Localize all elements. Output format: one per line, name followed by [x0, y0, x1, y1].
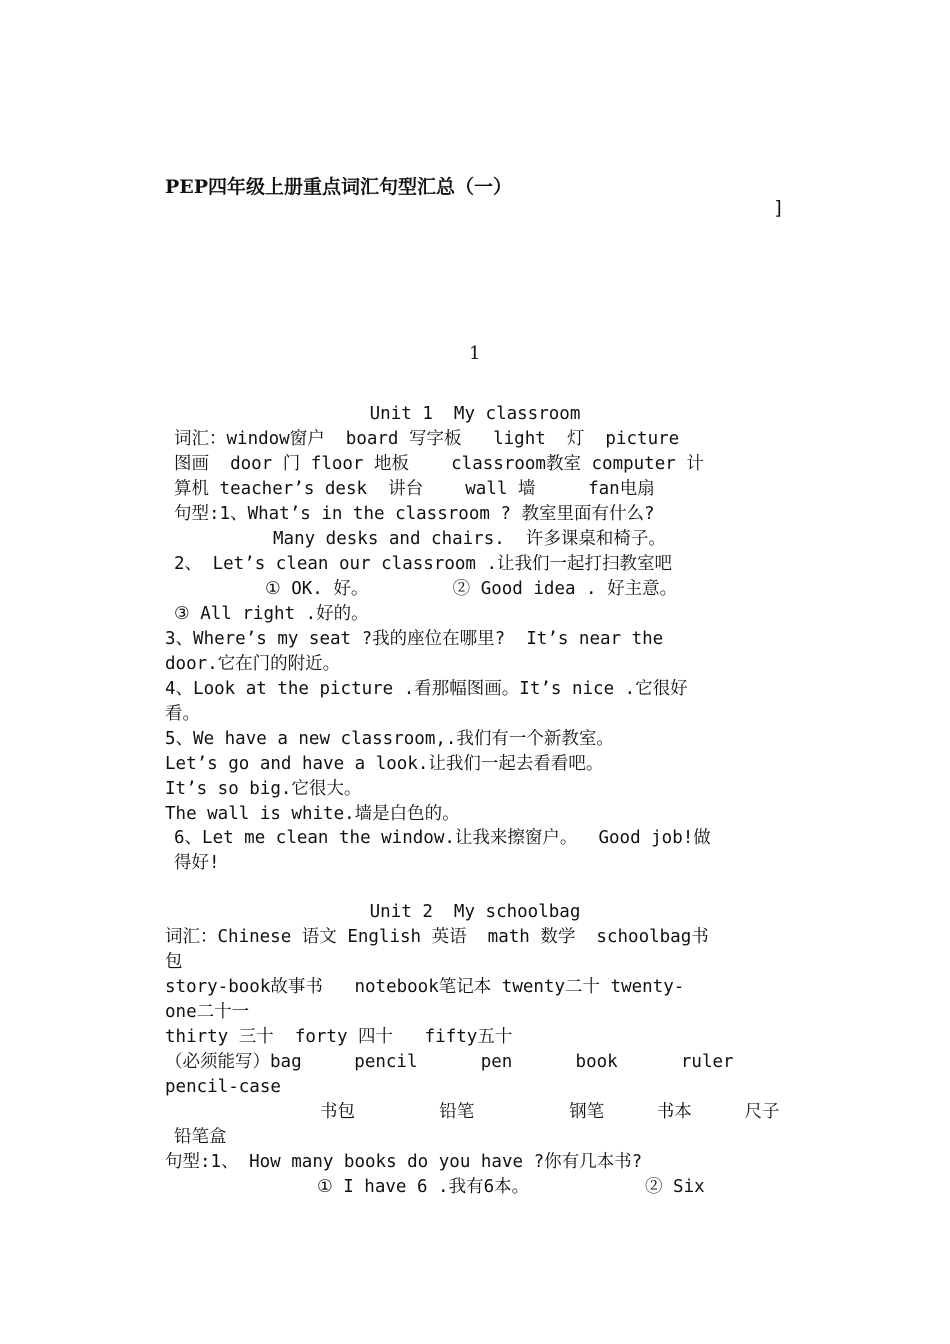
unit2-sentence-line: 句型:1、 How many books do you have ?你有几本书? [165, 1152, 643, 1172]
unit1-heading: Unit 1 My classroom [369, 404, 581, 424]
unit1-sentence-line: ① OK. 好。 ② Good idea . 好主意。 [265, 579, 678, 599]
unit1-sentence-line: Many desks and chairs. 许多课桌和椅子。 [273, 529, 666, 549]
unit2-vocab-line: 词汇：Chinese 语文 English 英语 math 数学 schoolbag书 [165, 927, 709, 947]
unit2-vocab-line: 包 [165, 952, 183, 972]
unit1-sentence-line: The wall is white.墙是白色的。 [165, 804, 460, 824]
unit2-vocab-line: 铅笔盒 [174, 1127, 227, 1147]
unit1-sentence-line: It’s so big.它很大。 [165, 779, 362, 799]
unit1-vocab-line: 算机 teacher’s desk 讲台 wall 墙 fan电扇 [174, 479, 655, 499]
unit1-sentence-line: 5、We have a new classroom,.我们有一个新教室。 [165, 729, 614, 749]
unit2-vocab-line: thirty 三十 forty 四十 fifty五十 [165, 1027, 513, 1047]
unit1-sentence-line: 3、Where’s my seat ?我的座位在哪里? It’s near the [165, 629, 664, 649]
unit2-sentence-line: ① I have 6 .我有6本。 ② Six [317, 1177, 705, 1197]
unit2-vocab-line: 书包 铅笔 钢笔 书本 尺子 [320, 1102, 780, 1122]
unit2-vocab-line: （必须能写）bag pencil pen book ruler [165, 1052, 734, 1072]
unit1-vocab-line: 词汇：window窗户 board 写字板 light 灯 picture [174, 429, 680, 449]
stray-bracket: ] [773, 197, 785, 219]
unit1-sentence-line: 看。 [165, 704, 200, 724]
unit1-sentence-line: door.它在门的附近。 [165, 654, 341, 674]
unit2-heading: Unit 2 My schoolbag [369, 902, 581, 922]
unit1-sentence-line: 2、 Let’s clean our classroom .让我们一起打扫教室吧 [174, 554, 673, 574]
unit2-vocab-line: story-book故事书 notebook笔记本 twenty二十 twenty- [165, 977, 685, 997]
unit1-sentence-line: 句型:1、What’s in the classroom ? 教室里面有什么? [174, 504, 655, 524]
unit1-sentence-line: ③ All right .好的。 [174, 604, 369, 624]
unit1-sentence-line: 6、Let me clean the window.让我来擦窗户。 Good job!做 [174, 828, 711, 848]
unit1-vocab-line: 图画 door 门 floor 地板 classroom教室 computer 计 [174, 454, 704, 474]
unit1-sentence-line: 4、Look at the picture .看那幅图画。It’s nice .它很好 [165, 679, 688, 699]
unit2-vocab-line: one二十一 [165, 1002, 250, 1022]
unit1-sentence-line: 得好! [174, 853, 220, 873]
unit2-vocab-line: pencil-case [165, 1077, 281, 1097]
unit1-sentence-line: Let’s go and have a look.让我们一起去看看吧。 [165, 754, 604, 774]
page-number: 1 [469, 343, 481, 364]
document-title: PEP四年级上册重点词汇句型汇总（一） [165, 176, 513, 198]
